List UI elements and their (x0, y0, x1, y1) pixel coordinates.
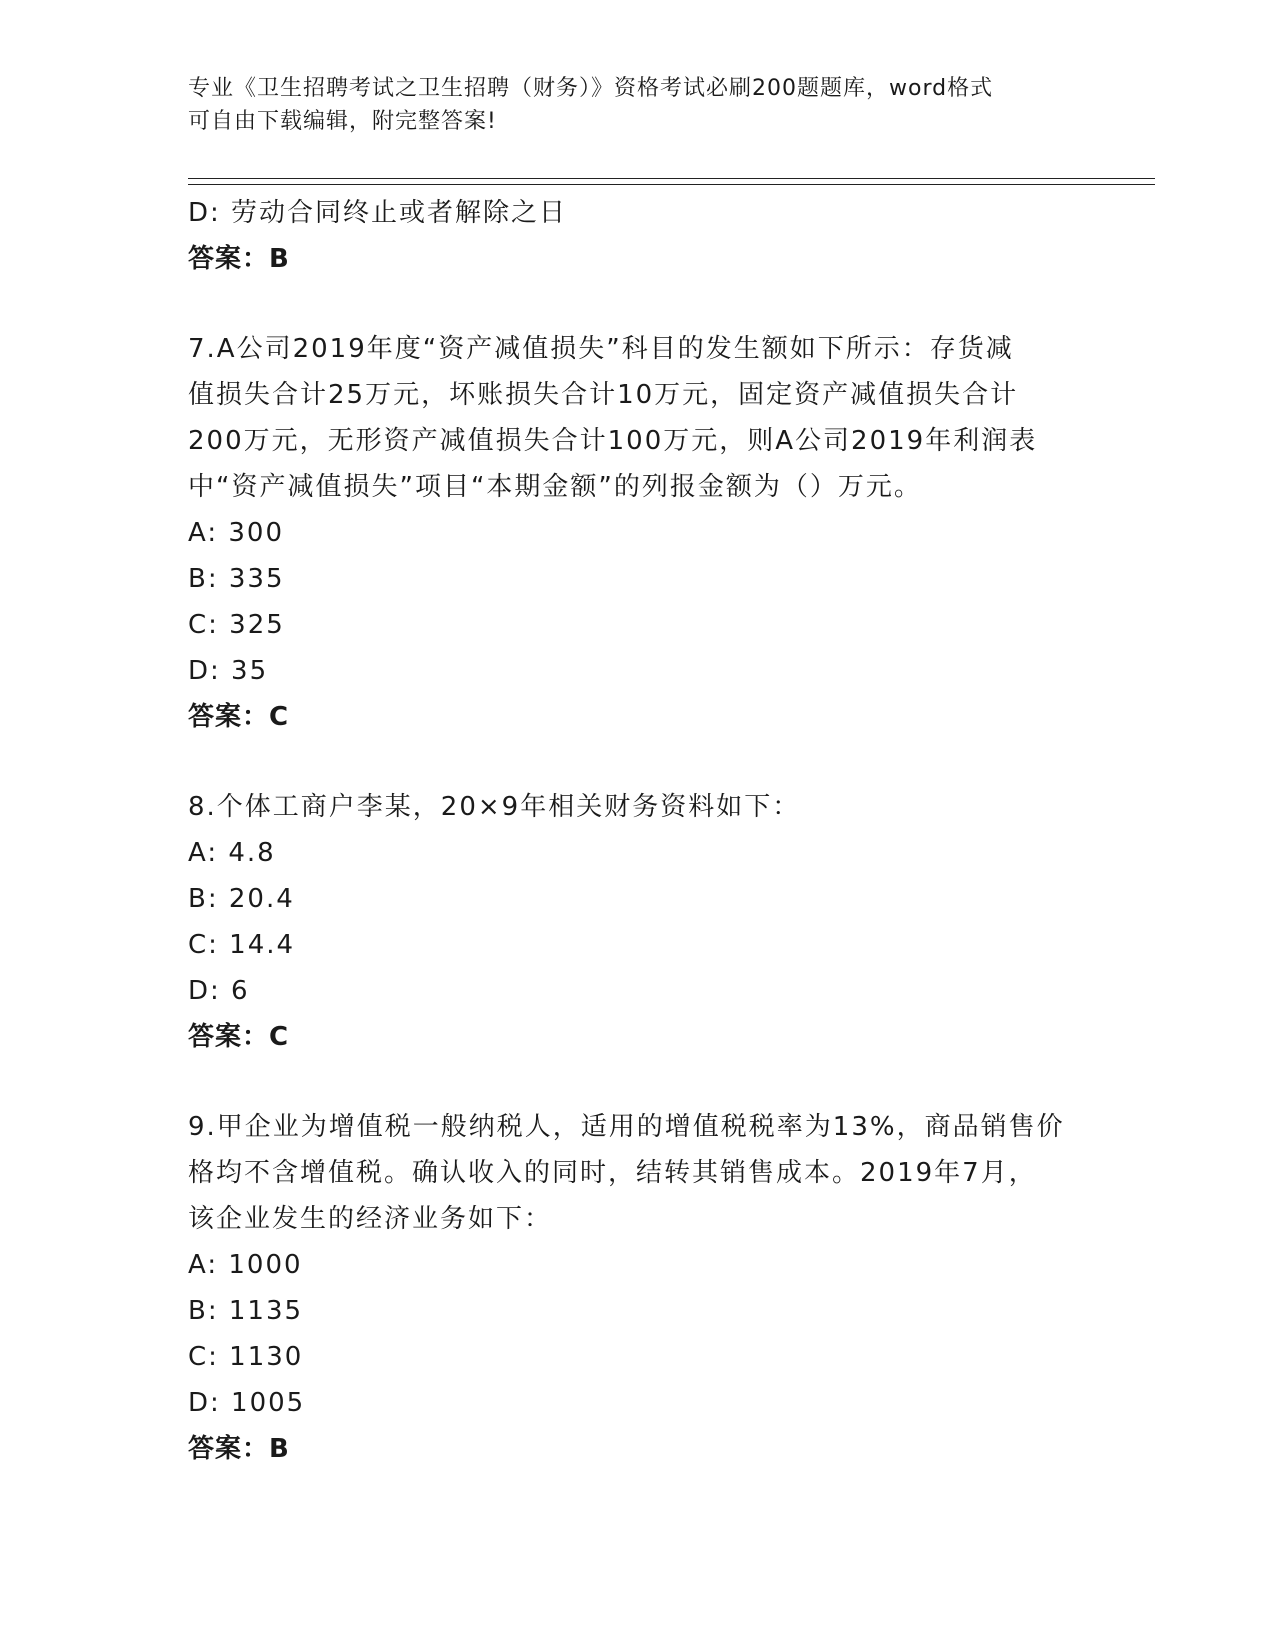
spacer (188, 282, 1088, 326)
prev-answer: 答案：B (188, 244, 290, 274)
question-9-option-d: D: 1005 (188, 1388, 306, 1418)
document-body (188, 190, 1088, 1472)
question-9-line-3: 该企业发生的经济业务如下： (188, 1204, 553, 1234)
question-9-option-a: A: 1000 (188, 1250, 303, 1280)
question-7-line-1: 7.A公司2019年度“资产减值损失”科目的发生额如下所示：存货减 (188, 334, 1014, 364)
question-7-option-a: A: 300 (188, 518, 284, 548)
question-8-line-1: 8.个体工商户李某，20×9年相关财务资料如下： (188, 792, 801, 822)
question-9-line-2: 格均不含增值税。确认收入的同时，结转其销售成本。2019年7月， (188, 1158, 1037, 1188)
question-7-option-b: B: 335 (188, 564, 285, 594)
header-rule-top (188, 178, 1155, 179)
question-8-option-d: D: 6 (188, 976, 250, 1006)
question-7 (188, 326, 1088, 740)
question-8-option-a: A: 4.8 (188, 838, 276, 868)
question-7-line-3: 200万元，无形资产减值损失合计100万元，则A公司2019年利润表 (188, 426, 1038, 456)
prev-option-d: D: 劳动合同终止或者解除之日 (188, 198, 568, 228)
question-9-option-b: B: 1135 (188, 1296, 304, 1326)
question-8 (188, 784, 1088, 1060)
question-9-answer: 答案：B (188, 1434, 290, 1464)
spacer (188, 1060, 1088, 1104)
question-9-line-1: 9.甲企业为增值税一般纳税人，适用的增值税税率为13%，商品销售价 (188, 1112, 1065, 1142)
question-7-line-2: 值损失合计25万元，坏账损失合计10万元，固定资产减值损失合计 (188, 380, 1019, 410)
header-line-2: 可自由下载编辑，附完整答案! (188, 109, 497, 134)
question-7-option-c: C: 325 (188, 610, 285, 640)
header-rule-bottom (188, 184, 1155, 185)
spacer (188, 740, 1088, 784)
question-7-option-d: D: 35 (188, 656, 269, 686)
question-8-option-b: B: 20.4 (188, 884, 295, 914)
header-line-1: 专业《卫生招聘考试之卫生招聘（财务）》资格考试必刷200题题库，word格式 (188, 76, 994, 101)
question-9-option-c: C: 1130 (188, 1342, 304, 1372)
question-8-answer: 答案：C (188, 1022, 290, 1052)
question-7-answer: 答案：C (188, 702, 290, 732)
document-header (188, 72, 1068, 138)
question-7-line-4: 中“资产减值损失”项目“本期金额”的列报金额为（）万元。 (188, 472, 922, 502)
question-8-option-c: C: 14.4 (188, 930, 296, 960)
question-9 (188, 1104, 1088, 1472)
